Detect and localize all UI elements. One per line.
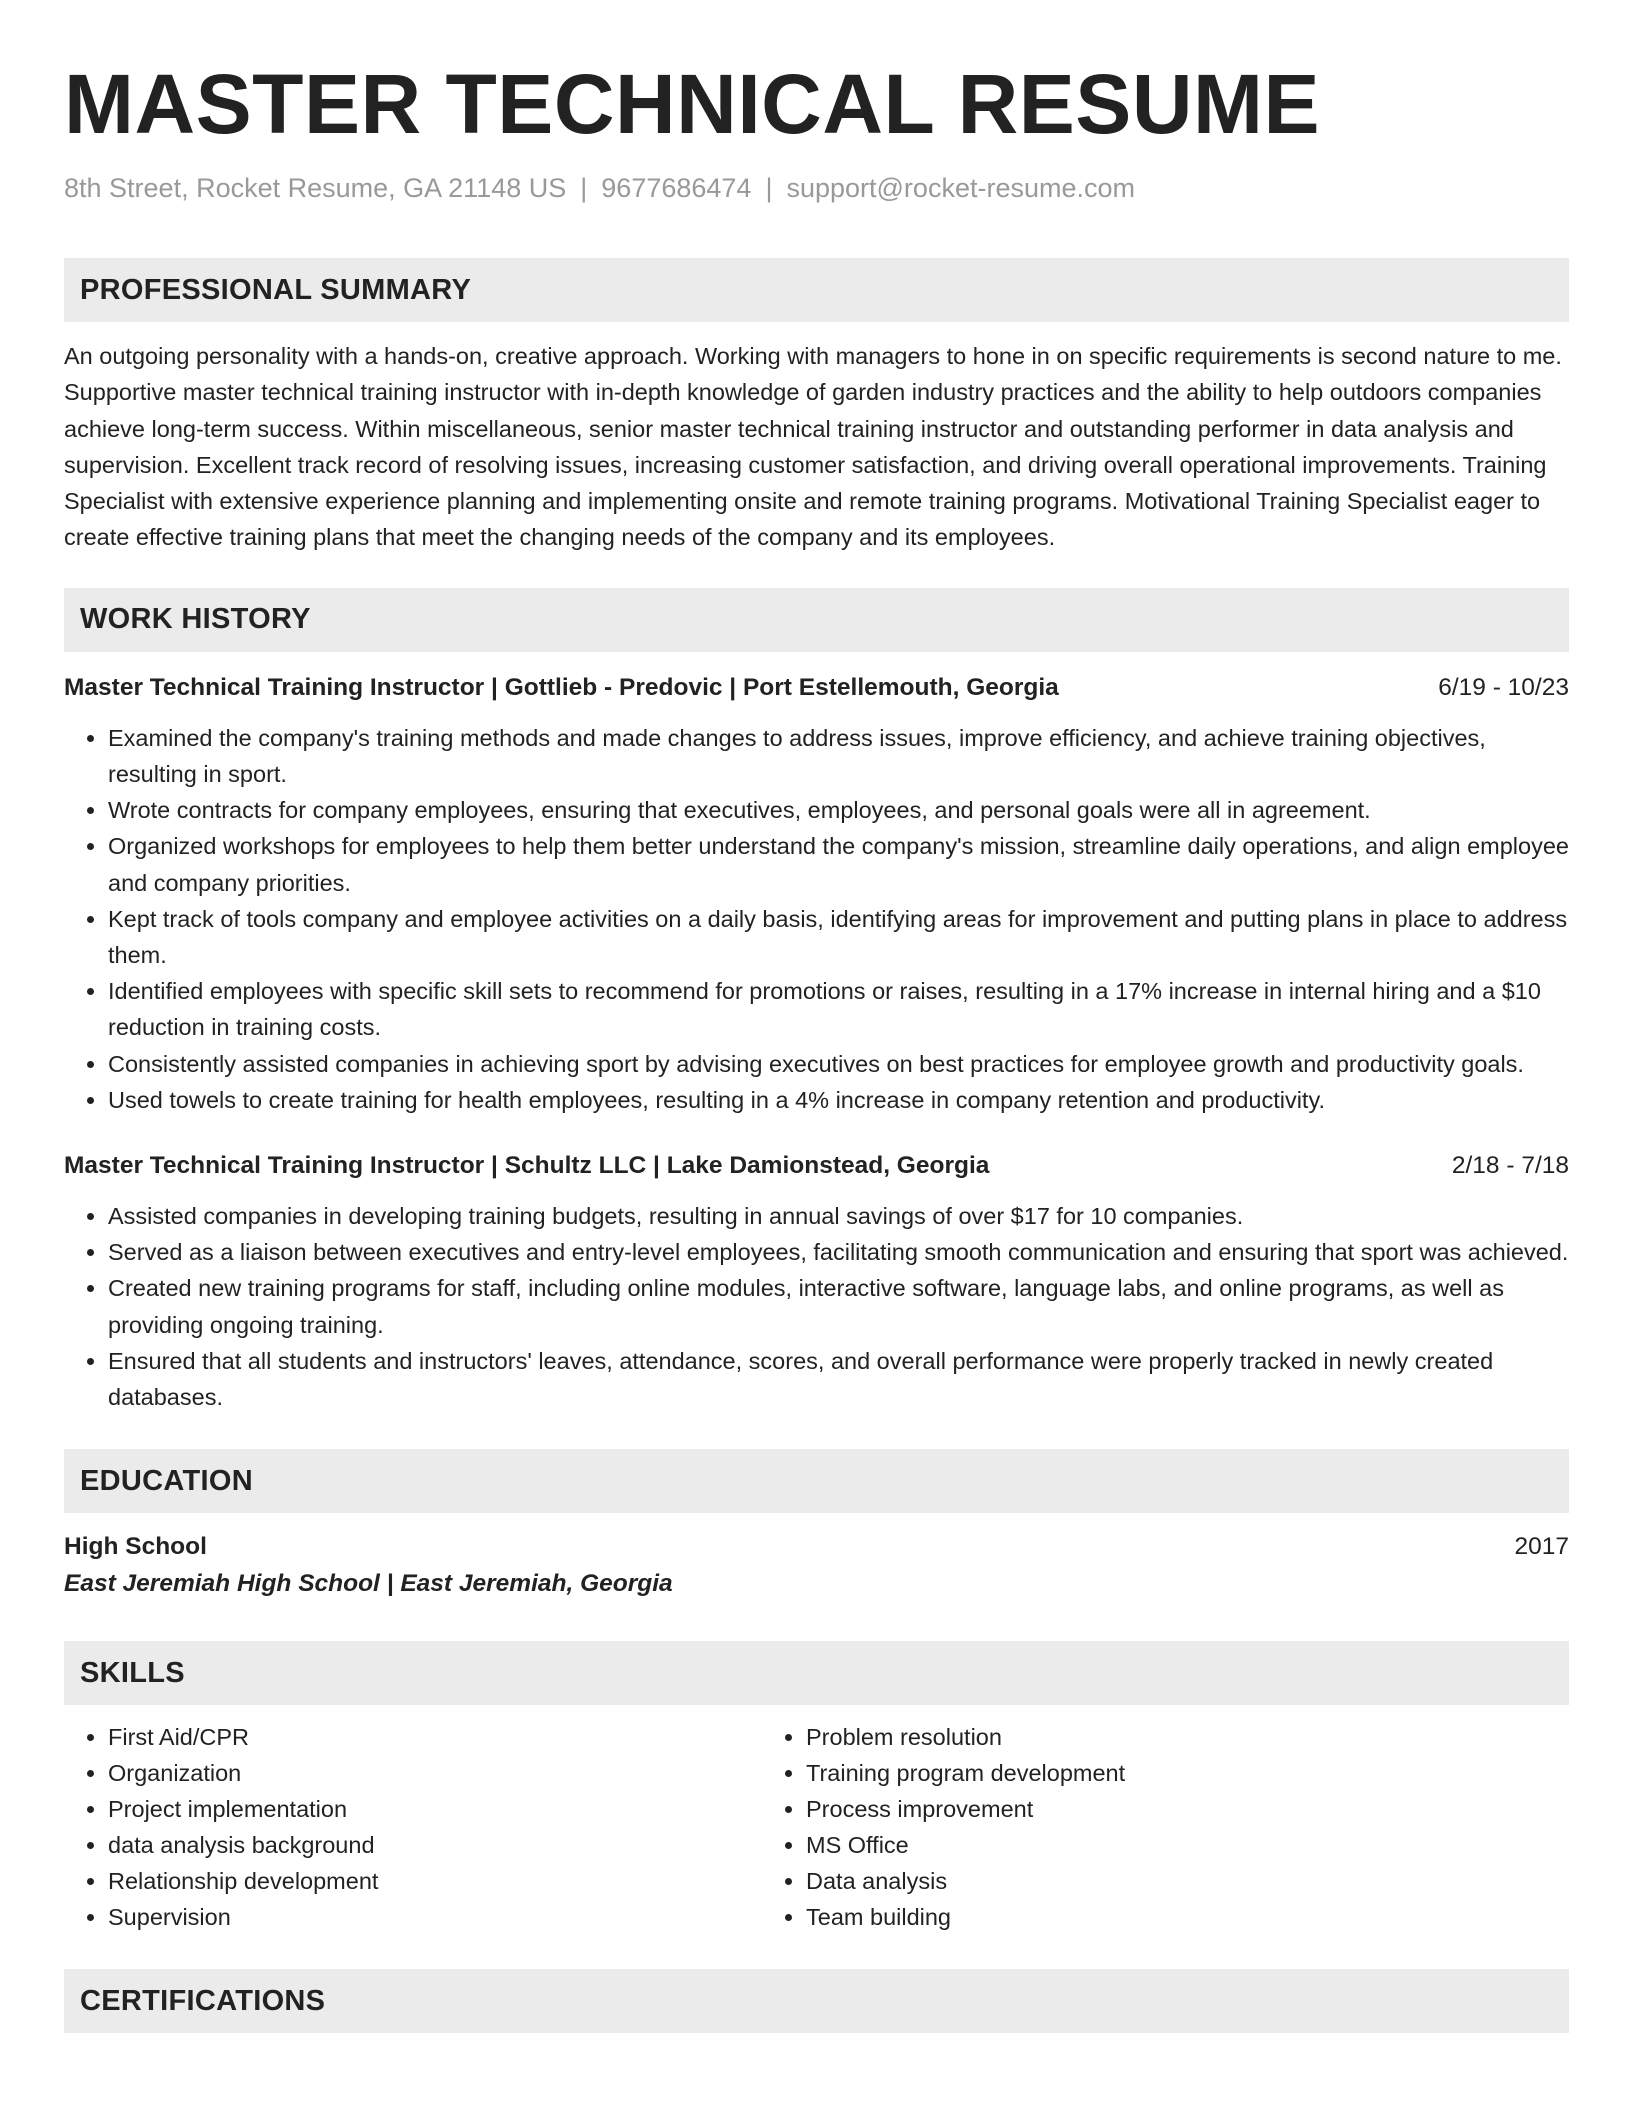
contact-address: 8th Street, Rocket Resume, GA 21148 US	[64, 173, 567, 203]
job-header	[64, 1148, 1569, 1184]
job-bullet: • Ensured that all students and instructors' leaves, attendance, scores, and overall performance were properly tracked in newly created databases.	[108, 1343, 1569, 1415]
job-bullet: • Kept track of tools company and employee activities on a daily basis, identifying areas for improvement and putting plans in place to address them.	[108, 901, 1569, 973]
contact-phone: 9677686474	[601, 173, 752, 203]
contact-line	[64, 170, 1569, 206]
skill-item: • Relationship development	[108, 1863, 762, 1899]
section-heading-education: EDUCATION	[64, 1449, 1569, 1513]
resume-name: MASTER TECHNICAL RESUME	[64, 57, 1320, 151]
skill-item: • MS Office	[806, 1827, 1522, 1863]
section-heading-work-history: WORK HISTORY	[64, 588, 1569, 652]
job-bullet: • Identified employees with specific skill sets to recommend for promotions or raises, resulting in a 17% increase in internal hiring and a $10 reduction in training costs.	[108, 973, 1569, 1045]
job-entry	[64, 670, 1569, 1118]
job-bullet: • Examined the company's training methods and made changes to address issues, improve efficiency, and achieve training objectives, resulting in sport.	[108, 720, 1569, 792]
skill-item: • First Aid/CPR	[108, 1719, 762, 1755]
skills-column-right	[762, 1719, 1522, 1935]
resume-page	[64, 0, 1569, 2033]
contact-separator: |	[580, 173, 588, 203]
skill-item: • Training program development	[806, 1755, 1522, 1791]
skill-item: • Problem resolution	[806, 1719, 1522, 1755]
job-dates: 6/19 - 10/23	[1438, 673, 1569, 701]
skills-column-left	[64, 1719, 762, 1935]
skill-item: • Supervision	[108, 1899, 762, 1935]
job-bullet: • Used towels to create training for health employees, resulting in a 4% increase in company retention and productivity.	[108, 1082, 1569, 1118]
contact-email: support@rocket-resume.com	[786, 173, 1135, 203]
skill-item: • Team building	[806, 1899, 1522, 1935]
job-header	[64, 670, 1569, 706]
education-school: East Jeremiah High School | East Jeremiah, Georgia	[64, 1570, 673, 1598]
job-entry	[64, 1148, 1569, 1415]
education-row	[64, 1529, 1569, 1565]
section-heading-skills: SKILLS	[64, 1641, 1569, 1705]
section-heading-summary: PROFESSIONAL SUMMARY	[64, 258, 1569, 322]
education-year: 2017	[1514, 1533, 1569, 1561]
section-heading-certifications: CERTIFICATIONS	[64, 1969, 1569, 2033]
job-bullet: • Organized workshops for employees to help them better understand the company's mission, streamline daily operations, and align employee and company priorities.	[108, 828, 1569, 900]
skill-item: • Process improvement	[806, 1791, 1522, 1827]
job-bullets	[64, 720, 1569, 1118]
skill-item: • data analysis background	[108, 1827, 762, 1863]
job-bullet: • Assisted companies in developing training budgets, resulting in annual savings of over $17 for 10 companies.	[108, 1198, 1569, 1234]
skill-item: • Data analysis	[806, 1863, 1522, 1899]
job-bullets	[64, 1198, 1569, 1415]
skill-item: • Project implementation	[108, 1791, 762, 1827]
skill-item: • Organization	[108, 1755, 762, 1791]
job-dates: 2/18 - 7/18	[1451, 1152, 1569, 1180]
job-bullet: • Served as a liaison between executives and entry-level employees, facilitating smooth communication and ensuring that sport was achieved.	[108, 1234, 1569, 1270]
job-title: Master Technical Training Instructor | Schultz LLC | Lake Damionstead, Georgia	[64, 1152, 990, 1180]
job-title: Master Technical Training Instructor | Gottlieb - Predovic | Port Estellemouth, Georgia	[64, 673, 1059, 701]
job-bullet: • Wrote contracts for company employees, ensuring that executives, employees, and personal goals were all in agreement.	[108, 792, 1569, 828]
summary-text: An outgoing personality with a hands-on, creative approach. Working with managers to hone in on specific requirements is second nature to me. Supportive master technical training instructor with in-depth knowledge of garden industry practices and the ability to help outdoors companies achieve long-term success. Within miscellaneous, senior master technical training instructor and outstanding performer in data analysis and supervision. Excellent track record of resolving issues, increasing customer satisfaction, and driving overall operational improvements. Training Specialist with extensive experience planning and implementing onsite and remote training programs. Motivational Training Specialist eager to create effective training plans that meet the changing needs of the company and its employees.	[64, 343, 1562, 551]
job-bullet: • Created new training programs for staff, including online modules, interactive software, language labs, and online programs, as well as providing ongoing training.	[108, 1270, 1569, 1342]
education-degree: High School	[64, 1533, 207, 1561]
contact-separator: |	[765, 173, 773, 203]
job-bullet: • Consistently assisted companies in achieving sport by advising executives on best practices for employee growth and productivity goals.	[108, 1046, 1569, 1082]
skills-grid	[64, 1719, 1569, 1935]
